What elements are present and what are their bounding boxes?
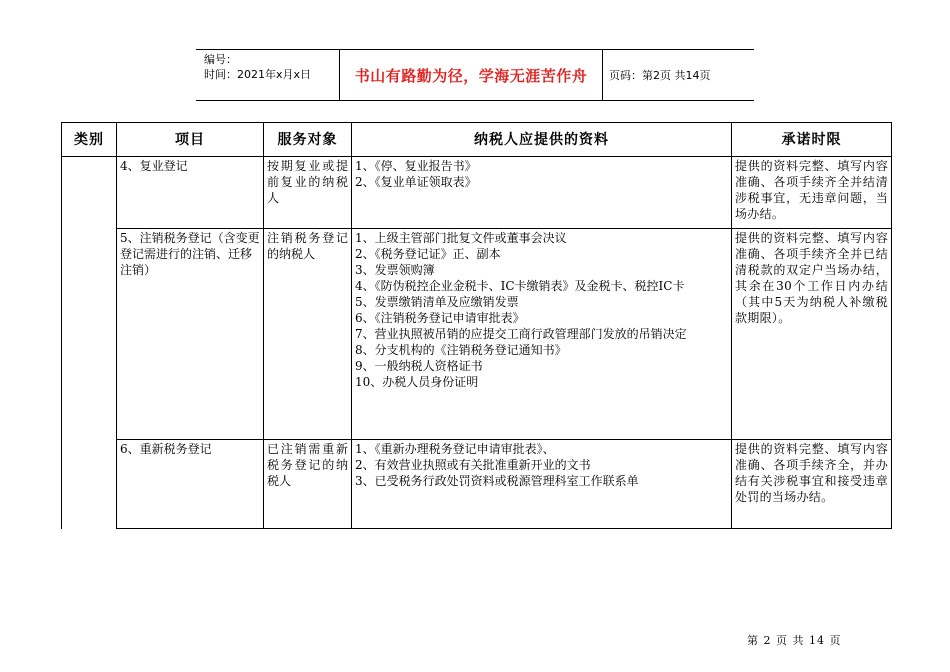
material-line: 2、有效营业执照或有关批准重新开业的文书 <box>355 458 591 472</box>
header-target: 服务对象 <box>264 123 352 157</box>
document-header <box>196 49 754 101</box>
item-cell: 6、重新税务登记 <box>117 440 264 529</box>
material-line: 3、已受税务行政处罚资料或税源管理科室工作联系单 <box>355 474 639 488</box>
material-line: 7、营业执照被吊销的应提交工商行政管理部门发放的吊销决定 <box>355 327 687 341</box>
target-cell: 注销税务登记的纳税人 <box>264 229 352 440</box>
material-line: 4、《防伪税控企业金税卡、IC卡缴销表》及金税卡、税控IC卡 <box>355 279 685 293</box>
table-row <box>62 229 892 440</box>
page-footer: 第 2 页 共 14 页 <box>747 634 842 647</box>
promise-cell: 提供的资料完整、填写内容准确、各项手续齐全并已结清税款的双定户当场办结，其余在30个工作日内办结（其中5天为纳税人补缴税款期限）。 <box>732 229 892 440</box>
material-line: 3、发票领购簿 <box>355 263 435 277</box>
item-cell: 5、注销税务登记（含变更登记需进行的注销、迁移注销） <box>117 229 264 440</box>
category-cell <box>62 157 117 529</box>
material-line: 2、《复业单证领取表》 <box>355 175 477 189</box>
material-line: 6、《注销税务登记申请审批表》 <box>355 311 525 325</box>
header-materials: 纳税人应提供的资料 <box>352 123 732 157</box>
table-row <box>62 440 892 529</box>
header-meta <box>196 50 340 100</box>
target-cell: 已注销需重新税务登记的纳税人 <box>264 440 352 529</box>
header-promise: 承诺时限 <box>732 123 892 157</box>
material-line: 8、分支机构的《注销税务登记通知书》 <box>355 343 567 357</box>
material-line: 5、发票缴销清单及应缴销发票 <box>355 295 519 309</box>
material-line: 1、《重新办理税务登记申请审批表》、 <box>355 442 555 456</box>
material-line: 1、《停、复业报告书》 <box>355 159 477 173</box>
table-row <box>62 157 892 229</box>
material-line: 1、上级主管部门批复文件或董事会决议 <box>355 231 567 245</box>
promise-cell: 提供的资料完整、填写内容准确、各项手续齐全并结清涉税事宜，无违章问题，当场办结。 <box>732 157 892 229</box>
service-table <box>61 122 892 529</box>
target-cell: 按期复业或提前复业的纳税人 <box>264 157 352 229</box>
material-line: 2、《税务登记证》正、副本 <box>355 247 501 261</box>
header-category: 类别 <box>62 123 117 157</box>
motto: 书山有路勤为径，学海无涯苦作舟 <box>340 50 603 100</box>
item-cell: 4、复业登记 <box>117 157 264 229</box>
materials-cell <box>352 229 732 440</box>
page-label: 页码：第2页 共14页 <box>609 69 711 82</box>
promise-cell: 提供的资料完整、填写内容准确、各项手续齐全，并办结有关涉税事宜和接受违章处罚的当场办结。 <box>732 440 892 529</box>
material-line: 9、一般纳税人资格证书 <box>355 359 483 373</box>
material-line: 10、办税人员身份证明 <box>355 375 479 389</box>
header-item: 项目 <box>117 123 264 157</box>
table-header-row <box>62 123 892 157</box>
materials-cell <box>352 157 732 229</box>
materials-cell <box>352 440 732 529</box>
time-label: 时间：2021年x月x日 <box>204 68 312 81</box>
number-label: 编号： <box>204 53 237 66</box>
